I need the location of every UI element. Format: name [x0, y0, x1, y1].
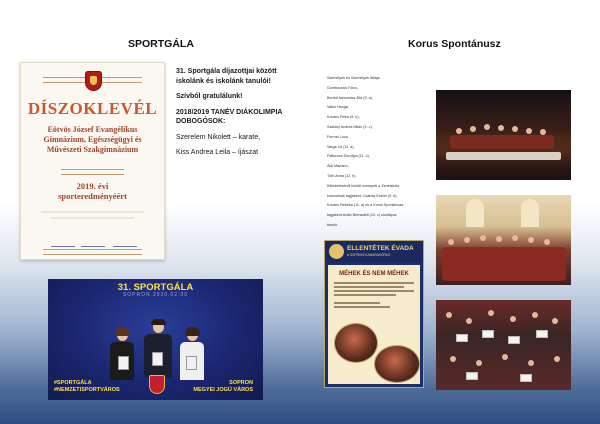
poster-heading: MÉHEK ÉS NEM MÉHEK: [339, 271, 409, 277]
signature-mark: [51, 237, 75, 247]
person-figure: [110, 329, 134, 380]
poster-subtitle: A SOPRONI KAMARAKÓRUS: [347, 253, 391, 257]
gala-photo-heading: 31. SPORTGÁLA: [117, 282, 194, 293]
choir-names-list: [327, 74, 452, 231]
names-line: Palkovics Dorottya (11. c),: [327, 154, 370, 159]
names-line: kórusainak tagjaként: Csabay Eszter (9. b),: [327, 193, 398, 198]
poster-text-line: [334, 286, 404, 288]
diploma-text-line: [41, 211, 144, 213]
diploma-title: DÍSZOKLEVÉL: [27, 99, 158, 118]
poster-header: [325, 241, 423, 263]
poster-title: ELLENTÉTEK ÉVADA: [347, 245, 414, 252]
athlete-1: Szerelem Nikolett – karate,: [176, 133, 261, 141]
diploma-divider: [61, 169, 124, 175]
names-line: Áldi Mariann,: [327, 164, 349, 169]
sportgala-title: SPORTGÁLA: [128, 38, 194, 50]
diploma-year-line2: sporteredményéért: [58, 191, 127, 201]
poster-photo: [374, 345, 420, 383]
poster-text-line: [334, 302, 380, 304]
korus-title: Korus Spontánusz: [408, 38, 501, 50]
names-line: Szalóky András Milán (9. c),: [327, 124, 373, 129]
gala-photo: [48, 279, 263, 400]
gala-photo-subheading: SOPRON 2020.02.06: [122, 292, 189, 298]
person-figure: [180, 329, 204, 380]
sportgala-text: [176, 67, 291, 164]
award-announcement: 31. Sportgála díjazottjai között iskolánk és iskolánk tanulói!: [176, 68, 277, 85]
poster-body: [328, 265, 420, 384]
right-page: [300, 0, 600, 424]
person-figure: [144, 321, 172, 378]
crest-icon: [85, 71, 102, 91]
names-line: Valkó Hangá,: [327, 105, 349, 110]
names-line: Varga Lili (11. a),: [327, 144, 355, 149]
choir-photo-stage: [436, 90, 571, 180]
names-line: tagjaként Arató Bernadett (10. c) osztályos: [327, 213, 397, 218]
choir-logo-icon: [329, 244, 344, 259]
athlete-2: Kiss Andrea Leila – íjászat: [176, 149, 259, 156]
names-line: Személyek és Személyek listája:: [327, 76, 381, 80]
diploma-image: [20, 62, 165, 260]
diploma-year-line1: 2019. évi: [76, 181, 109, 191]
sopron-crest-icon: [149, 375, 165, 394]
names-line: Kovács Petra (9. b),: [327, 115, 360, 120]
poster-text-line: [334, 294, 396, 296]
signature-mark: [81, 237, 105, 247]
diploma-flourish-bottom: [43, 249, 142, 255]
congratulations: Szívből gratulálunk!: [176, 93, 243, 100]
names-line: Forrost Luca,: [327, 134, 349, 139]
diakolimpia-heading: 2018/2019 TANÉV DIÁKOLIMPIA DOBOGÓSOK:: [176, 108, 283, 125]
certificate-icon: [152, 352, 163, 366]
poster-text-line: [334, 306, 390, 308]
poster-text-line: [334, 290, 414, 292]
names-line: Kitüntetéséből között szerepelt a Zeneiskola: [327, 183, 400, 188]
poster-photo: [334, 323, 378, 363]
diploma-school: Eötvös József Evangélikus Gimnázium, Egészségügyi és Művészeti Szakgimnázium: [43, 125, 142, 154]
city-status: MEGYEI JOGÚ VÁROS: [193, 387, 253, 393]
diploma-year: [21, 181, 164, 201]
concert-poster: [324, 240, 424, 388]
names-line: Bertóti Alexandra Zita (9. a),: [327, 95, 373, 100]
diploma-text-line: [51, 217, 134, 219]
poster-text-line: [334, 282, 414, 284]
hashtag-nemzetisportvaros: #NEMZETISPORTVÁROS: [54, 387, 120, 393]
choir-photo-church: [436, 195, 571, 285]
choir-photo-singing: [436, 300, 571, 390]
gala-city: [193, 380, 253, 394]
city-name: SOPRON: [229, 380, 253, 386]
gala-hashtags: [54, 380, 120, 394]
signature-mark: [113, 237, 137, 247]
hashtag-sportgala: #SPORTGÁLA: [54, 380, 92, 386]
names-line: tanuló.: [327, 222, 339, 227]
names-line: Gombocsics Flóra,: [327, 85, 358, 90]
certificate-icon: [118, 356, 129, 370]
names-line: Tóth Anna (12. b).: [327, 173, 357, 178]
names-line: Kovács Rebeka (11. a) és a Korus Spontánusz: [327, 203, 404, 208]
certificate-icon: [186, 356, 197, 370]
